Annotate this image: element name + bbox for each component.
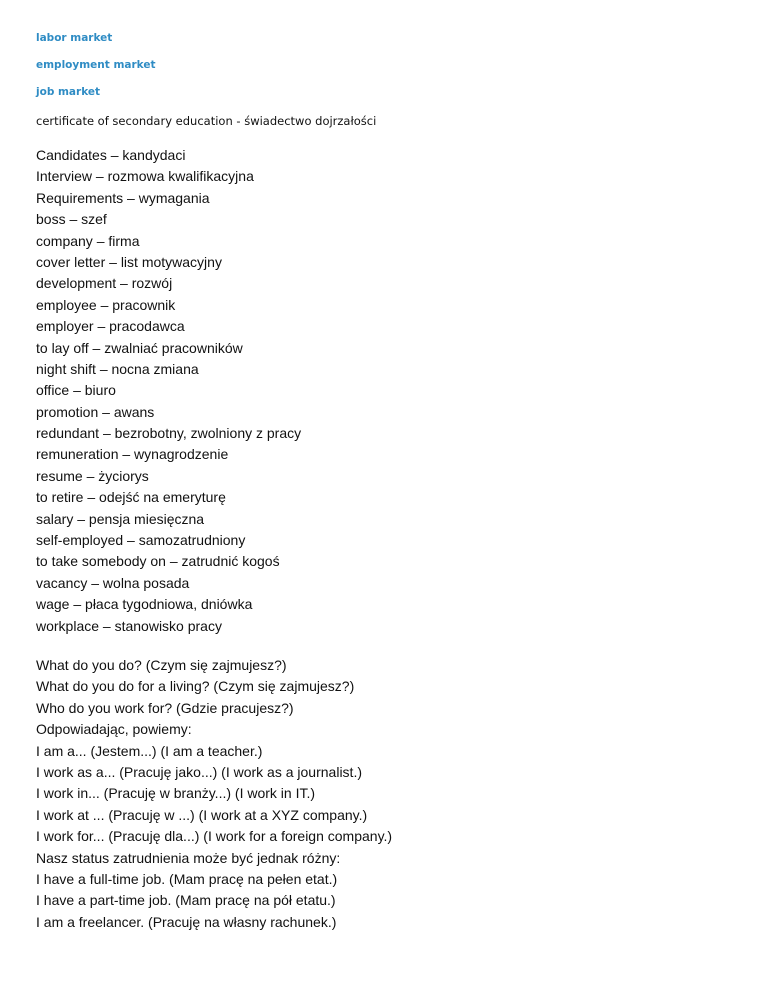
phrase-item: I work for... (Pracuję dla...) (I work for a foreign company.) (36, 828, 393, 845)
vocabulary-item: to lay off – zwalniać pracowników (36, 339, 243, 356)
phrase-item: What do you do? (Czym się zajmujesz?) (36, 657, 287, 673)
vocabulary-item: remuneration – wynagrodzenie (36, 446, 229, 463)
vocabulary-item: company – firma (36, 232, 140, 249)
vocabulary-item: promotion – awans (36, 403, 155, 420)
vocabulary-item: cover letter – list motywacyjny (36, 253, 222, 270)
phrase-item: Who do you work for? (Gdzie pracujesz?) (36, 699, 294, 716)
vocabulary-item: night shift – nocna zmiana (36, 360, 199, 377)
vocabulary-item: employer – pracodawca (36, 318, 185, 335)
link-labor-market[interactable]: labor market (36, 32, 113, 44)
phrase-item: What do you do for a living? (Czym się zajmujesz?) (36, 678, 355, 695)
vocabulary-item: vacancy – wolna posada (36, 574, 190, 591)
phrase-item: I have a full-time job. (Mam pracę na pełen etat.) (36, 870, 338, 887)
vocabulary-item: development – rozwój (36, 275, 173, 292)
phrase-item: I work as a... (Pracuję jako...) (I work as a journalist.) (36, 763, 362, 780)
phrase-item: Odpowiadając, powiemy: (36, 721, 192, 738)
phrases-list (36, 655, 392, 933)
vocabulary-item: salary – pensja miesięczna (36, 510, 205, 527)
vocabulary-item: workplace – stanowisko pracy (36, 617, 222, 634)
vocabulary-item: to take somebody on – zatrudnić kogoś (36, 553, 280, 570)
vocabulary-item: Requirements – wymagania (36, 189, 210, 206)
vocabulary-item: to retire – odejść na emeryturę (36, 489, 226, 506)
link-job-market[interactable]: job market (36, 86, 101, 98)
vocabulary-list (36, 145, 301, 637)
phrase-item: I work at ... (Pracuję w ...) (I work at a XYZ company.) (36, 806, 368, 823)
vocabulary-item: boss – szef (36, 211, 107, 228)
vocabulary-item: wage – płaca tygodniowa, dniówka (36, 596, 253, 613)
certificate-line: certificate of secondary education - świadectwo dojrzałości (36, 114, 377, 128)
phrase-item: I am a... (Jestem...) (I am a teacher.) (36, 742, 263, 759)
phrase-item: I am a freelancer. (Pracuję na własny rachunek.) (36, 913, 337, 930)
vocabulary-item: Interview – rozmowa kwalifikacyjna (36, 168, 254, 185)
vocabulary-item: resume – życiorys (36, 467, 149, 484)
vocabulary-item: Candidates – kandydaci (36, 147, 186, 163)
phrase-item: I have a part-time job. (Mam pracę na pół etatu.) (36, 892, 336, 909)
phrase-item: I work in... (Pracuję w branży...) (I work in IT.) (36, 785, 316, 802)
vocabulary-item: office – biuro (36, 382, 116, 399)
link-employment-market[interactable]: employment market (36, 59, 156, 71)
vocabulary-item: employee – pracownik (36, 296, 176, 313)
vocabulary-item: self-employed – samozatrudniony (36, 532, 246, 549)
phrase-item: Nasz status zatrudnienia może być jednak różny: (36, 849, 341, 866)
vocabulary-item: redundant – bezrobotny, zwolniony z pracy (36, 425, 302, 442)
